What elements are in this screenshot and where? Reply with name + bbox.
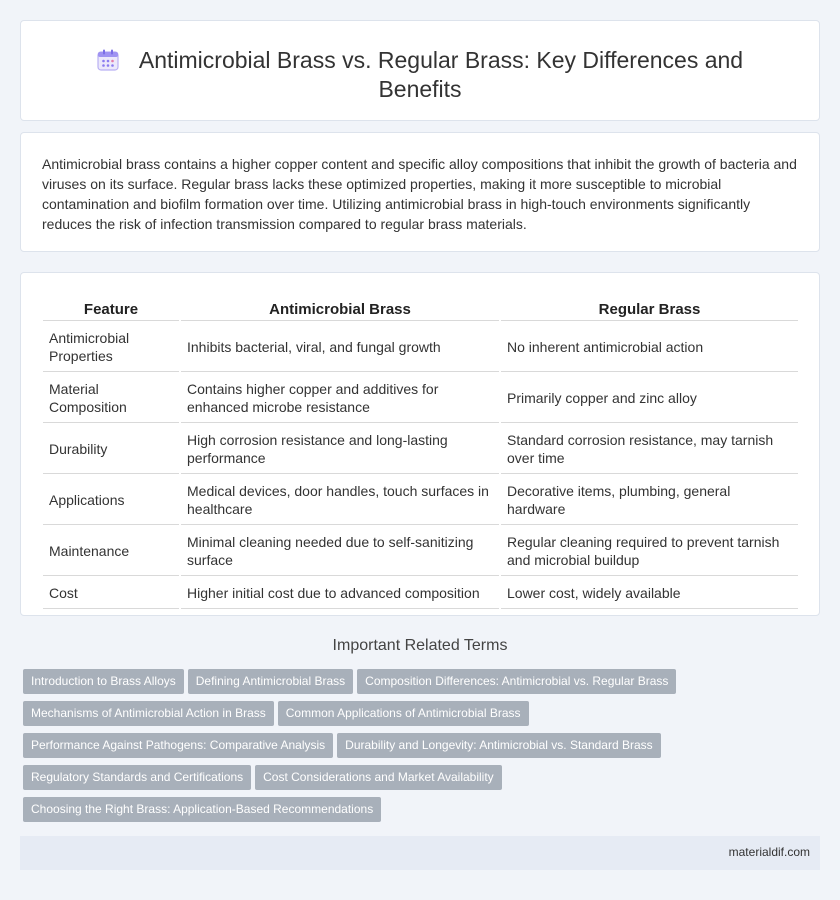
- footer-site-link[interactable]: materialdif.com: [728, 845, 810, 859]
- calendar-icon: [97, 49, 119, 71]
- table-row: [43, 374, 798, 423]
- intro-paragraph: Antimicrobial brass contains a higher copper content and specific alloy compositions that inhibit the growth of bacteria and viruses on its surface. Regular brass lacks these optimized properties, making it more susceptible to microbial contamination and biofilm formation over time. Utilizing antimicrobial brass in high-touch environments significantly reduces the risk of infection transmission compared to regular brass materials.: [42, 156, 797, 232]
- related-term-tag[interactable]: Defining Antimicrobial Brass: [188, 669, 353, 694]
- related-term-tag[interactable]: Mechanisms of Antimicrobial Action in Brass: [23, 701, 274, 726]
- related-terms-list: [23, 669, 813, 829]
- table-row: [43, 425, 798, 474]
- table-cell: Primarily copper and zinc alloy: [501, 374, 798, 423]
- table-cell: Minimal cleaning needed due to self-sanitizing surface: [181, 527, 499, 576]
- footer: [20, 836, 820, 870]
- table-cell: Inhibits bacterial, viral, and fungal growth: [181, 323, 499, 372]
- table-cell: Applications: [43, 476, 179, 525]
- related-term-tag[interactable]: Composition Differences: Antimicrobial vs. Regular Brass: [357, 669, 676, 694]
- related-terms-title: Important Related Terms: [332, 637, 508, 654]
- table-cell: Material Composition: [43, 374, 179, 423]
- intro-card: [20, 132, 820, 252]
- page-title-line2: Benefits: [378, 76, 462, 102]
- table-row: [43, 527, 798, 576]
- header-card: [20, 20, 820, 121]
- table-cell: Medical devices, door handles, touch surfaces in healthcare: [181, 476, 499, 525]
- table-header-row: [43, 295, 798, 321]
- table-cell: Maintenance: [43, 527, 179, 576]
- comparison-table: [41, 293, 800, 611]
- table-cell: Contains higher copper and additives for enhanced microbe resistance: [181, 374, 499, 423]
- related-term-tag[interactable]: Regulatory Standards and Certifications: [23, 765, 251, 790]
- table-cell: Standard corrosion resistance, may tarnish over time: [501, 425, 798, 474]
- table-cell: High corrosion resistance and long-lasting performance: [181, 425, 499, 474]
- page-title-line1: Antimicrobial Brass vs. Regular Brass: Key Differences and: [138, 47, 744, 73]
- table-cell: Durability: [43, 425, 179, 474]
- column-header-antimicrobial: Antimicrobial Brass: [181, 295, 499, 321]
- comparison-card: [20, 272, 820, 616]
- table-cell: Regular cleaning required to prevent tarnish and microbial buildup: [501, 527, 798, 576]
- table-cell: No inherent antimicrobial action: [501, 323, 798, 372]
- column-header-feature: Feature: [43, 295, 179, 321]
- table-cell: Cost: [43, 578, 179, 609]
- related-term-tag[interactable]: Introduction to Brass Alloys: [23, 669, 184, 694]
- related-term-tag[interactable]: Choosing the Right Brass: Application-Based Recommendations: [23, 797, 381, 822]
- table-cell: Antimicrobial Properties: [43, 323, 179, 372]
- related-term-tag[interactable]: Cost Considerations and Market Availability: [255, 765, 502, 790]
- related-term-tag[interactable]: Performance Against Pathogens: Comparative Analysis: [23, 733, 333, 758]
- related-term-tag[interactable]: Common Applications of Antimicrobial Brass: [278, 701, 529, 726]
- table-row: [43, 578, 798, 609]
- table-row: [43, 323, 798, 372]
- table-cell: Lower cost, widely available: [501, 578, 798, 609]
- table-cell: Higher initial cost due to advanced composition: [181, 578, 499, 609]
- page-title: [21, 46, 819, 104]
- table-row: [43, 476, 798, 525]
- column-header-regular: Regular Brass: [501, 295, 798, 321]
- table-cell: Decorative items, plumbing, general hardware: [501, 476, 798, 525]
- related-term-tag[interactable]: Durability and Longevity: Antimicrobial vs. Standard Brass: [337, 733, 660, 758]
